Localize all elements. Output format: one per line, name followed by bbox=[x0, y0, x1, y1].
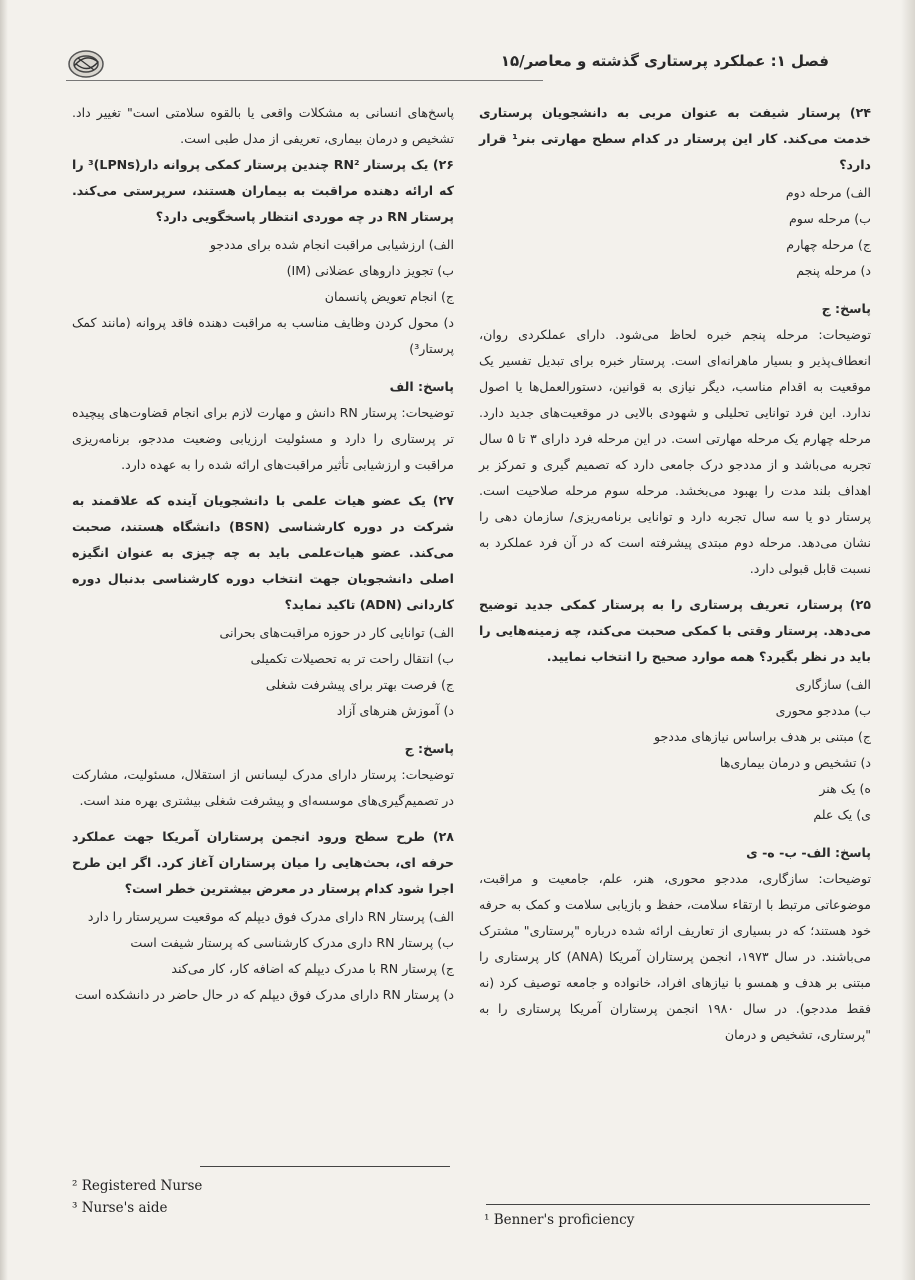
answer-option: ه) یک هنر bbox=[819, 781, 871, 796]
question-text: ۲۶) یک پرستار RN² چندین پرستار کمکی پروانه دار(LPNs)³ را که ارائه دهنده مراقبت به بیماران هستند، سرپرستی می‌کند. پرستار RN در چه موردی انتظار پاسخگویی دارد؟ bbox=[72, 157, 454, 224]
footnote-rule-left bbox=[200, 1166, 450, 1167]
right-text-column bbox=[479, 100, 871, 1058]
answer-option: ب) انتقال راحت تر به تحصیلات تکمیلی bbox=[250, 651, 454, 666]
answer-option: ب) مددجو محوری bbox=[775, 703, 871, 718]
question-text: ۲۴) پرستار شیفت به عنوان مربی به دانشجویان پرستاری خدمت می‌کند. کار این پرستار در کدام سطح مهارتی بنر¹ قرار دارد؟ bbox=[479, 105, 871, 172]
answer-option: الف) سازگاری bbox=[795, 677, 871, 692]
answer-option: ج) فرصت بهتر برای پیشرفت شغلی bbox=[265, 677, 454, 692]
answer-option: ج) انجام تعویض پانسمان bbox=[324, 289, 454, 304]
explanation-text: توضیحات: پرستار دارای مدرک لیسانس از استقلال، مسئولیت، مشارکت در تصمیم‌گیری‌های موسسه‌ای و پیشرفت شغلی بیشتری بهره مند است. bbox=[72, 767, 454, 808]
answer-option: الف) توانایی کار در حوزه مراقبت‌های بحرانی bbox=[219, 625, 454, 640]
left-text-column bbox=[72, 100, 454, 1008]
explanation-text: توضیحات: مرحله پنجم خبره لحاظ می‌شود. دارای عملکردی روان، انعطاف‌پذیر و بسیار ماهرانه‌ای است. پرستار خبره برای تبدیل تفسیر یک موقعیت به اقدام مناسب، دیگر نیازی به قوانین، دستورالعمل‌ها یا اصول ندارد. این فرد توانایی تحلیلی و شهودی بالایی در موقعیت‌های جدید دارد. مرحله چهارم یک مرحله مهارتی است. در این مرحله فرد دارای ۳ تا ۵ سال تجربه می‌باشد و از مددجو درک جامعی دارد که تصمیم گیری و تمرکز بر اهداف بلند مدت را بهبود می‌بخشد. مرحله سوم مرحله صلاحیت است. پرستار دو یا سه سال تجربه دارد و توانایی برنامه‌ریزی/ سازمان دهی را نشان می‌دهد. مرحله دوم مبتدی پیشرفته است که در آن فرد عملکرد به نسبت قابل قبولی دارد. bbox=[479, 327, 871, 576]
answer-option: ی) یک علم bbox=[813, 807, 871, 822]
chapter-header-title: فصل ۱: عملکرد پرستاری گذشته و معاصر/۱۵ bbox=[500, 52, 829, 70]
question-text: ۲۷) یک عضو هیات علمی با دانشجویان آینده که علاقمند به شرکت در دوره کارشناسی (BSN) دانشگاه هستند، صحبت می‌کند. عضو هیات‌علمی باید به چه چیزی به عنوان انگیزه اصلی دانشجویان جهت انتخاب دوره کارشناسی بدنبال دوره کاردانی (ADN) تاکید نماید؟ bbox=[72, 493, 454, 612]
footnotes-left bbox=[72, 1175, 202, 1219]
footnote: ² Registered Nurse bbox=[72, 1178, 203, 1194]
answer-option: د) محول کردن وظایف مناسب به مراقبت دهنده فاقد پروانه (مانند کمک پرستار³) bbox=[72, 315, 454, 356]
answer-option: ب) پرستار RN داری مدرک کارشناسی که پرستار شیفت است bbox=[130, 935, 454, 950]
answer-option: ج) مبتنی بر هدف براساس نیازهای مددجو bbox=[654, 729, 871, 744]
publisher-logo-icon bbox=[66, 48, 106, 80]
paragraph-text: پاسخ‌های انسانی به مشکلات واقعی یا بالقوه سلامتی است" تغییر داد. تشخیص و درمان بیماری، تعریفی از مدل طبی است. bbox=[72, 105, 454, 146]
answer-line: پاسخ: ج bbox=[821, 301, 871, 316]
answer-line: پاسخ: ج bbox=[404, 741, 454, 756]
answer-option: د) آموزش هنرهای آزاد bbox=[336, 703, 454, 718]
page-header bbox=[66, 44, 873, 90]
answer-option: ب) مرحله سوم bbox=[788, 211, 871, 226]
question-text: ۲۵) پرستار، تعریف پرستاری را به پرستار کمکی جدید توضیح می‌دهد. پرستار وقتی با کمکی صحبت می‌کند، چه زمینه‌هایی را باید در نظر بگیرد؟ همه موارد صحیح را انتخاب نمایید. bbox=[479, 597, 871, 664]
answer-option: الف) پرستار RN دارای مدرک فوق دیپلم که موقعیت سرپرستار را دارد bbox=[87, 909, 454, 924]
answer-option: ب) تجویز داروهای عضلانی (IM) bbox=[286, 263, 454, 278]
footnotes-right bbox=[484, 1209, 634, 1231]
footnote: ³ Nurse's aide bbox=[72, 1200, 168, 1216]
answer-option: الف) ارزشیابی مراقبت انجام شده برای مددجو bbox=[209, 237, 454, 252]
answer-line: پاسخ: الف bbox=[389, 379, 454, 394]
explanation-text: توضیحات: سازگاری، مددجو محوری، هنر، علم، جامعیت و مراقبت، موضوعاتی مرتبط با ارتقاء سلامت، حفظ و بازیابی سلامت و کمک به حرفه خود هستند؛ که در بسیاری از تعاریف ارائه شده درباره "پرستاری" مشترک می‌باشند. در سال ۱۹۷۳، انجمن پرستاران آمریکا (ANA) کار پرستاری را مبتنی بر هدف و همسو با نیازهای افراد، خانواده و جامعه توصیف کرد (نه فقط مددجو). در سال ۱۹۸۰ انجمن پرستاران آمریکا پرستاری را به "پرستاری، تشخیص و درمان bbox=[479, 871, 872, 1042]
footnote-rule-right bbox=[486, 1204, 870, 1205]
answer-option: د) مرحله پنجم bbox=[796, 263, 871, 278]
page-right-edge-shadow bbox=[901, 0, 915, 1280]
answer-option: د) پرستار RN دارای مدرک فوق دیپلم که در حال حاضر در دانشکده است bbox=[74, 987, 454, 1002]
explanation-text: توضیحات: پرستار RN دانش و مهارت لازم برای انجام قضاوت‌های پیچیده تر پرستاری را دارد و مسئولیت ارزیابی وضعیت مددجو، برنامه‌ریزی مراقبت و ارزشیابی تأثیر مراقبت‌های ارائه شده را به عهده دارد. bbox=[72, 405, 454, 472]
answer-line: پاسخ: الف- ب- ه- ی bbox=[746, 845, 871, 860]
answer-option: ج) پرستار RN با مدرک دیپلم که اضافه کار، کار می‌کند bbox=[171, 961, 454, 976]
answer-option: د) تشخیص و درمان بیماری‌ها bbox=[719, 755, 871, 770]
footnote: ¹ Benner's proficiency bbox=[484, 1212, 635, 1228]
page-left-edge-shadow bbox=[0, 0, 8, 1280]
header-rule bbox=[66, 80, 543, 81]
answer-option: الف) مرحله دوم bbox=[785, 185, 871, 200]
answer-option: ج) مرحله چهارم bbox=[786, 237, 871, 252]
question-text: ۲۸) طرح سطح ورود انجمن پرستاران آمریکا جهت عملکرد حرفه ای، بحث‌هایی را میان پرستاران آغاز کرد. اگر این طرح اجرا شود کدام پرستار در معرض بیشترین خطر است؟ bbox=[72, 829, 454, 896]
